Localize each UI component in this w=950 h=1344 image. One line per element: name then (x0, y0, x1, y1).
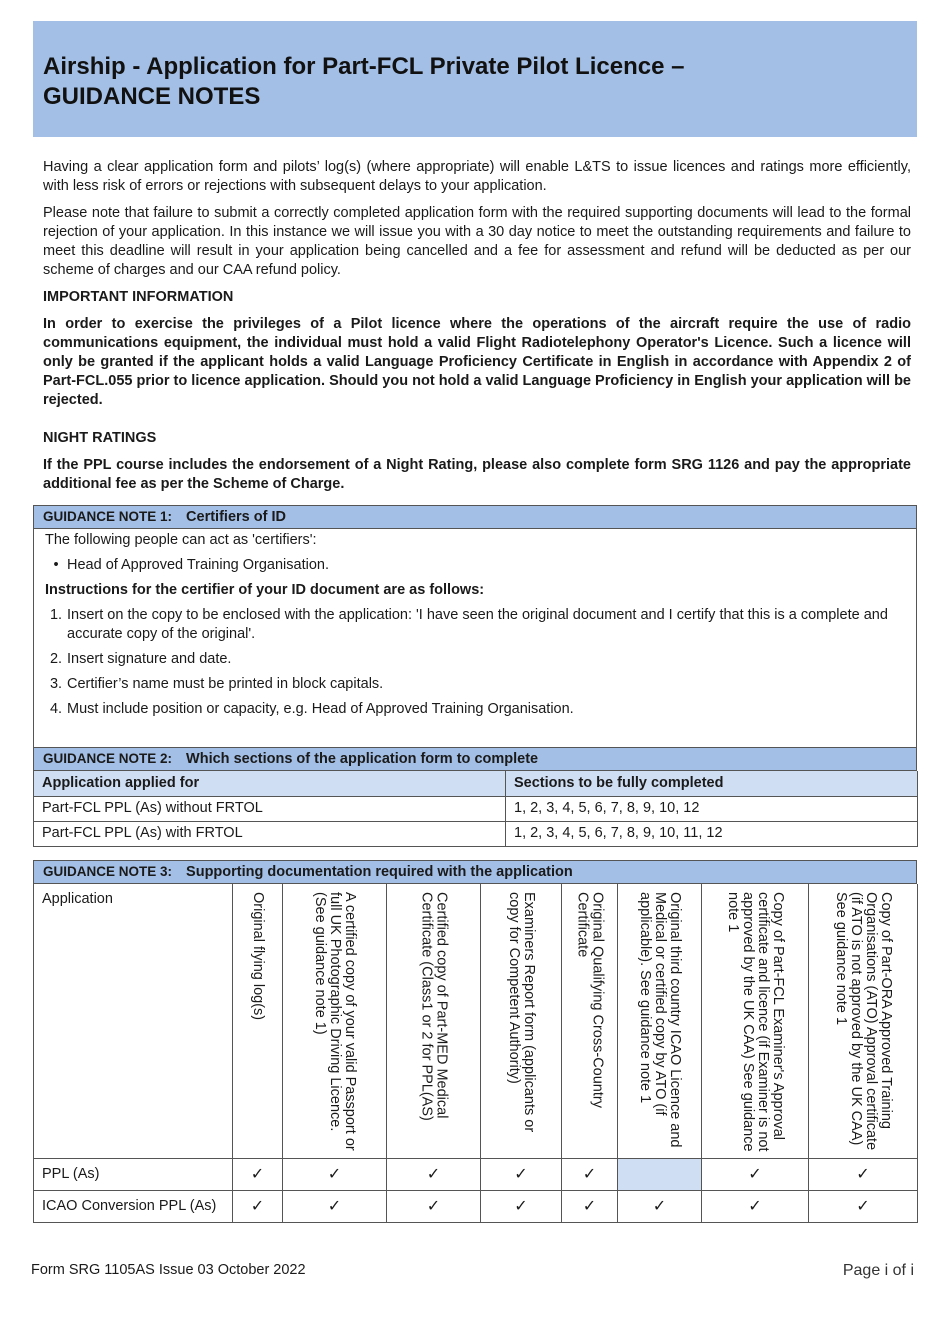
instruction-number: 2. (49, 651, 63, 667)
instructions-heading: Instructions for the certifier of your ID document are as follows: (45, 582, 485, 598)
application-cell: PPL (As) (34, 1158, 233, 1190)
column-header-text: Examiners Report form (applicants or copy for Competent Authority) (506, 892, 537, 1133)
guidance-note-3-label: GUIDANCE NOTE 3: (43, 864, 173, 879)
column-header-doc (387, 884, 481, 1158)
title-line-2: GUIDANCE NOTES (43, 83, 261, 110)
guidance-note-1-title-bar (33, 505, 917, 529)
column-header-sections: Sections to be fully completed (506, 771, 918, 796)
form-reference: Form SRG 1105AS Issue 03 October 2022 (31, 1262, 306, 1278)
column-header-doc (283, 884, 387, 1158)
intro-paragraph-1: Having a clear application form and pilots’ log(s) (where appropriate) will enable L&TS to issue licences and ratings more efficiently, with less risk of errors or rejections with subsequent delays to your application. (43, 159, 911, 194)
table-row (34, 821, 918, 846)
guidance-note-2-title-bar (33, 747, 917, 771)
night-heading: NIGHT RATINGS (43, 430, 157, 446)
sections-cell: 1, 2, 3, 4, 5, 6, 7, 8, 9, 10, 11, 12 (506, 821, 918, 846)
application-cell: Part-FCL PPL (As) with FRTOL (34, 821, 506, 846)
guidance-note-1-label: GUIDANCE NOTE 1: (43, 509, 173, 524)
check-icon: ✓ (283, 1158, 387, 1190)
check-icon: ✓ (481, 1190, 562, 1222)
intro-paragraph-2: Please note that failure to submit a correctly completed application form with the required supporting documents will lead to the formal rejection of your application. In this instance we will issue you with a 30 day notice to meet the outstanding requirements and failure to meet this deadline will result in your application being cancelled and a fee for assessment and refund will be deducted as per our scheme of charges and our CAA refund policy. (43, 205, 911, 278)
documentation-table-header (34, 884, 918, 1158)
certifier-bullet (45, 556, 905, 575)
documentation-table (33, 884, 918, 1223)
certifier-bullet-text: Head of Approved Training Organisation. (67, 557, 329, 573)
guidance-note-3-title-bar (33, 860, 917, 884)
guidance-note-2 (33, 747, 917, 847)
guidance-note-1-body (33, 529, 917, 752)
table-row (34, 1190, 918, 1222)
column-header-text: Copy of Part-FCL Examiner's Approval certificate and licence (if Examiner is not approved by the UK CAA) See guidance note 1 (725, 892, 786, 1152)
guidance-note-1 (33, 505, 917, 752)
check-icon: ✓ (233, 1190, 283, 1222)
check-icon: ✓ (387, 1158, 481, 1190)
column-header-doc (809, 884, 918, 1158)
column-header-text: Original flying log(s) (250, 892, 266, 1021)
document-header (33, 21, 917, 137)
instruction-number: 4. (49, 701, 63, 717)
guidance-note-3-title: Supporting documentation required with the application (186, 864, 573, 880)
important-heading: IMPORTANT INFORMATION (43, 289, 234, 305)
column-header-text: Original third country ICAO Licence and Medical or certified copy by ATO (if applicable). See guidance note 1 (637, 892, 683, 1148)
sections-table (33, 771, 918, 847)
intro-section (43, 158, 911, 502)
sections-table-header (34, 771, 918, 796)
instruction-number: 1. (49, 607, 63, 623)
column-header-application: Application (34, 884, 233, 1158)
guidance-note-2-title: Which sections of the application form to complete (186, 751, 539, 767)
bullet-icon: • (53, 557, 59, 573)
column-header-doc (481, 884, 562, 1158)
table-row (34, 796, 918, 821)
sections-cell: 1, 2, 3, 4, 5, 6, 7, 8, 9, 10, 12 (506, 796, 918, 821)
instruction-text: Certifier’s name must be printed in block capitals. (67, 676, 384, 692)
title-line-1: Airship - Application for Part-FCL Private Pilot Licence – (43, 53, 685, 80)
table-row (34, 1158, 918, 1190)
check-icon: ✓ (702, 1190, 809, 1222)
check-icon: ✓ (809, 1190, 918, 1222)
instruction-item (45, 700, 905, 719)
check-icon: ✓ (562, 1190, 618, 1222)
night-text: If the PPL course includes the endorsement of a Night Rating, please also complete form SRG 1126 and pay the appropriate additional fee as per the Scheme of Charge. (43, 457, 911, 492)
instruction-text: Must include position or capacity, e.g. Head of Approved Training Organisation. (67, 701, 574, 717)
instruction-number: 3. (49, 676, 63, 692)
column-header-text: Original Qualifying Cross-Country Certificate (574, 892, 606, 1108)
check-icon: ✓ (233, 1158, 283, 1190)
column-header-text: A certified copy of your valid Passport or full UK Photographic Driving Licence. (See guidance note 1) (312, 892, 358, 1151)
check-icon: ✓ (618, 1190, 702, 1222)
certifiers-intro: The following people can act as 'certifiers': (45, 532, 317, 548)
check-icon: ✓ (562, 1158, 618, 1190)
guidance-note-1-title: Certifiers of ID (186, 509, 286, 525)
instruction-item (45, 606, 905, 644)
check-icon: ✓ (809, 1158, 918, 1190)
document-title (43, 52, 907, 112)
instruction-text: Insert signature and date. (67, 651, 232, 667)
instruction-item (45, 650, 905, 669)
check-icon: ✓ (702, 1158, 809, 1190)
guidance-note-3 (33, 860, 917, 1223)
column-header-doc (233, 884, 283, 1158)
instruction-text: Insert on the copy to be enclosed with the application: 'I have seen the original document and I certify that this is a complete and accurate copy of the original'. (67, 607, 888, 642)
column-header-doc (618, 884, 702, 1158)
important-text: In order to exercise the privileges of a Pilot licence where the operations of the aircraft require the use of radio communications equipment, the individual must hold a valid Flight Radiotelephony Operator's Licence. Such a licence will only be granted if the applicant holds a valid Language Proficiency Certificate in English in accordance with Appendix 2 of Part-FCL.055 prior to licence application. Should you not hold a valid Language Proficiency in English your application will be rejected. (43, 316, 911, 408)
application-cell: ICAO Conversion PPL (As) (34, 1190, 233, 1222)
column-header-text: Copy of Part-ORA Approved Training Organisations (ATO) Approval certificate (if ATO is not approved by the UK CAA) See guidance note 1 (833, 892, 894, 1151)
column-header-application: Application applied for (34, 771, 506, 796)
column-header-text: Certified copy of Part-MED Medical Certificate (Class1 or 2 for PPL(AS) (418, 892, 450, 1121)
check-icon: ✓ (387, 1190, 481, 1222)
page-number: Page i of i (842, 1262, 914, 1279)
application-cell: Part-FCL PPL (As) without FRTOL (34, 796, 506, 821)
instruction-item (45, 675, 905, 694)
check-icon: ✓ (481, 1158, 562, 1190)
column-header-doc (562, 884, 618, 1158)
guidance-note-2-label: GUIDANCE NOTE 2: (43, 751, 173, 766)
check-icon: ✓ (283, 1190, 387, 1222)
column-header-doc (702, 884, 809, 1158)
shaded-cell (618, 1158, 702, 1190)
